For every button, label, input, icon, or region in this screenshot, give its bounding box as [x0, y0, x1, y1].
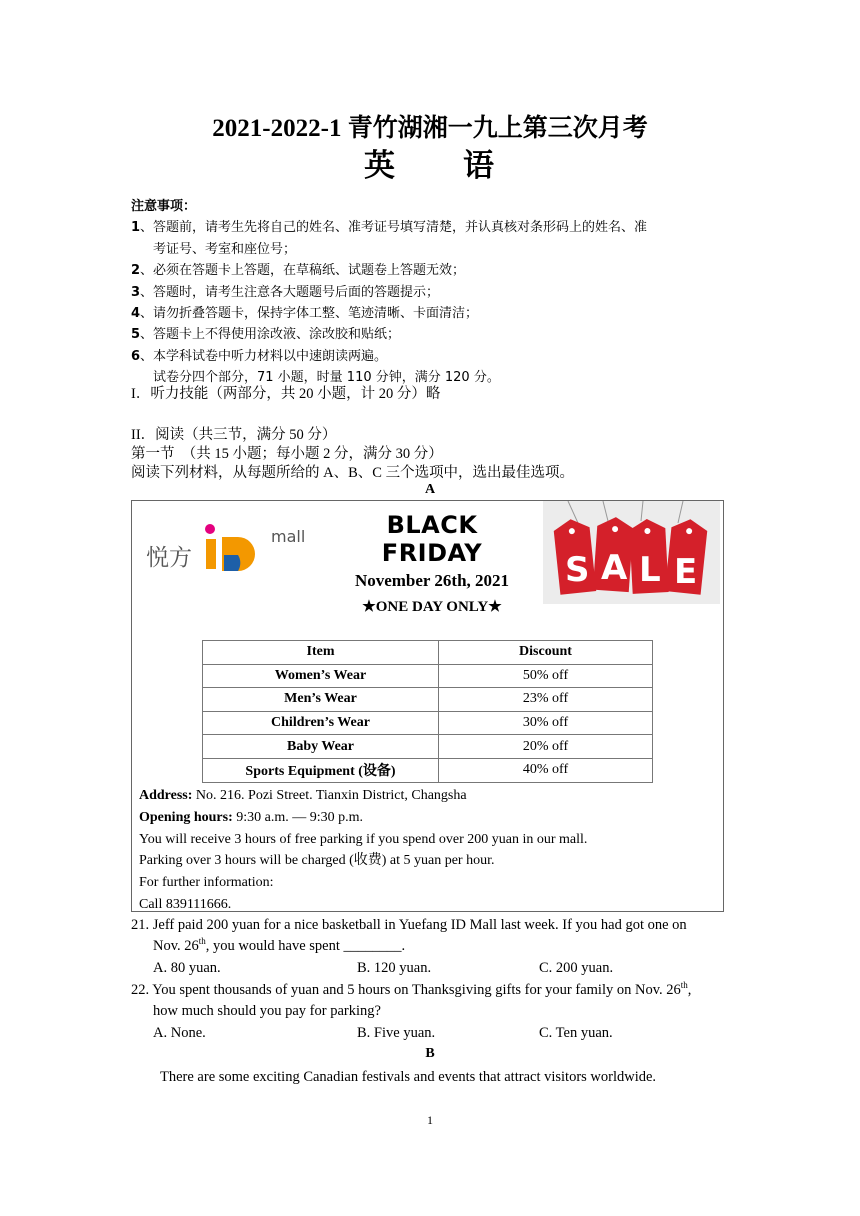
table-header: Item — [203, 641, 439, 665]
table-cell-discount: 20% off — [439, 735, 653, 759]
note-item: 3、答题时，请考生注意各大题题号后面的答题提示； — [131, 284, 440, 300]
note-item: 1、答题前，请考生先将自己的姓名、准考证号填写清楚，并认真核对条形码上的姓名、准 — [131, 220, 648, 236]
logo-chinese-text: 悦方 — [146, 545, 192, 571]
table-cell-item: Baby Wear — [203, 735, 439, 759]
option-a: A. 80 yuan. — [153, 960, 221, 976]
hours-line: Opening hours: 9:30 a.m. — 9:30 p.m. — [139, 809, 364, 825]
option-c: C. Ten yuan. — [539, 1025, 613, 1041]
exam-summary: 试卷分四个部分，71 小题，时量 110 分钟，满分 120 分。 — [153, 370, 500, 386]
mall-logo — [146, 519, 316, 579]
question-22: 22. You spent thousands of yuan and 5 hours on Thanksgiving gifts for your family on Nov. 26th, — [131, 980, 692, 998]
passage-b-first-line: There are some exciting Canadian festivals and events that attract visitors worldwide. — [160, 1069, 657, 1085]
table-row — [203, 735, 653, 759]
mall-info — [139, 785, 587, 916]
sale-letter: E — [674, 552, 698, 592]
question-21: 21. Jeff paid 200 yuan for a nice basketball in Yuefang ID Mall last week. If you had got one on — [131, 917, 687, 933]
further-info-line: For further information: — [139, 875, 274, 891]
table-cell-item: Sports Equipment (设备) — [203, 758, 439, 782]
table-cell-discount: 50% off — [439, 664, 653, 688]
question-21-line2: Nov. 26th, you would have spent ________. — [153, 936, 406, 954]
parking-line-2: Parking over 3 hours will be charged (收费) at 5 yuan per hour. — [139, 853, 495, 869]
table-cell-discount: 40% off — [439, 758, 653, 782]
table-cell-item: Children’s Wear — [203, 711, 439, 735]
subject-title: 英 语 — [364, 148, 496, 184]
section-reading-title: II．阅读（共三节，满分 50 分） — [131, 427, 337, 443]
table-header-row — [203, 641, 653, 665]
sale-tags-image — [543, 501, 720, 604]
parking-line-1: You will receive 3 hours of free parking if you spend over 200 yuan in our mall. — [139, 831, 588, 847]
table-cell-item: Women’s Wear — [203, 664, 439, 688]
logo-mall-text: mall — [271, 527, 306, 546]
sale-letter: A — [601, 548, 628, 588]
advertisement-box — [131, 500, 724, 912]
table-row — [203, 758, 653, 782]
note-item: 考证号、考室和座位号； — [153, 241, 297, 257]
sale-letter: L — [639, 550, 661, 590]
question-22-line2: how much should you pay for parking? — [153, 1003, 381, 1019]
banner-date: November 26th, 2021 — [354, 571, 510, 590]
exam-title: 2021-2022-1 青竹湖湘一九上第三次月考 — [212, 115, 648, 142]
passage-b-label: B — [425, 1046, 435, 1061]
id-logo-icon — [202, 519, 282, 579]
note-item: 2、必须在答题卡上答题，在草稿纸、试题卷上答题无效； — [131, 263, 466, 279]
sale-letter: S — [565, 550, 590, 590]
notes-heading: 注意事项： — [131, 199, 197, 214]
option-a: A. None. — [153, 1025, 206, 1041]
sale-tags-icon — [543, 501, 720, 604]
table-header: Discount — [439, 641, 653, 665]
reading-instructions: 阅读下列材料，从每题所给的 A、B、C 三个选项中，选出最佳选项。 — [131, 465, 575, 481]
note-item: 6、本学科试卷中听力材料以中速朗读两遍。 — [131, 348, 388, 364]
note-item: 5、答题卡上不得使用涂改液、涂改胶和贴纸； — [131, 327, 401, 343]
banner-note: ★ONE DAY ONLY★ — [362, 599, 502, 615]
passage-a-label: A — [424, 482, 436, 497]
note-item: 4、请勿折叠答题卡，保持字体工整、笔迹清晰、卡面清洁； — [131, 306, 479, 322]
table-cell-discount: 30% off — [439, 711, 653, 735]
address-line: Address: No. 216. Pozi Street. Tianxin District, Changsha — [139, 788, 467, 803]
section-listening: I．听力技能（两部分，共 20 小题，计 20 分）略 — [131, 386, 441, 402]
table-cell-item: Men’s Wear — [203, 688, 439, 712]
page-number: 1 — [427, 1113, 433, 1127]
table-row — [203, 688, 653, 712]
table-cell-discount: 23% off — [439, 688, 653, 712]
option-b: B. Five yuan. — [357, 1025, 436, 1041]
discount-table — [202, 640, 653, 783]
phone-line: Call 839111666. — [139, 896, 232, 912]
banner-title: BLACK FRIDAY — [381, 511, 483, 567]
table-row — [203, 664, 653, 688]
black-friday-banner — [332, 511, 532, 616]
option-b: B. 120 yuan. — [357, 960, 432, 976]
section-part1: 第一节 （共 15 小题；每小题 2 分，满分 30 分） — [131, 446, 443, 462]
notes-section — [131, 196, 647, 389]
option-c: C. 200 yuan. — [539, 960, 614, 976]
table-row — [203, 711, 653, 735]
